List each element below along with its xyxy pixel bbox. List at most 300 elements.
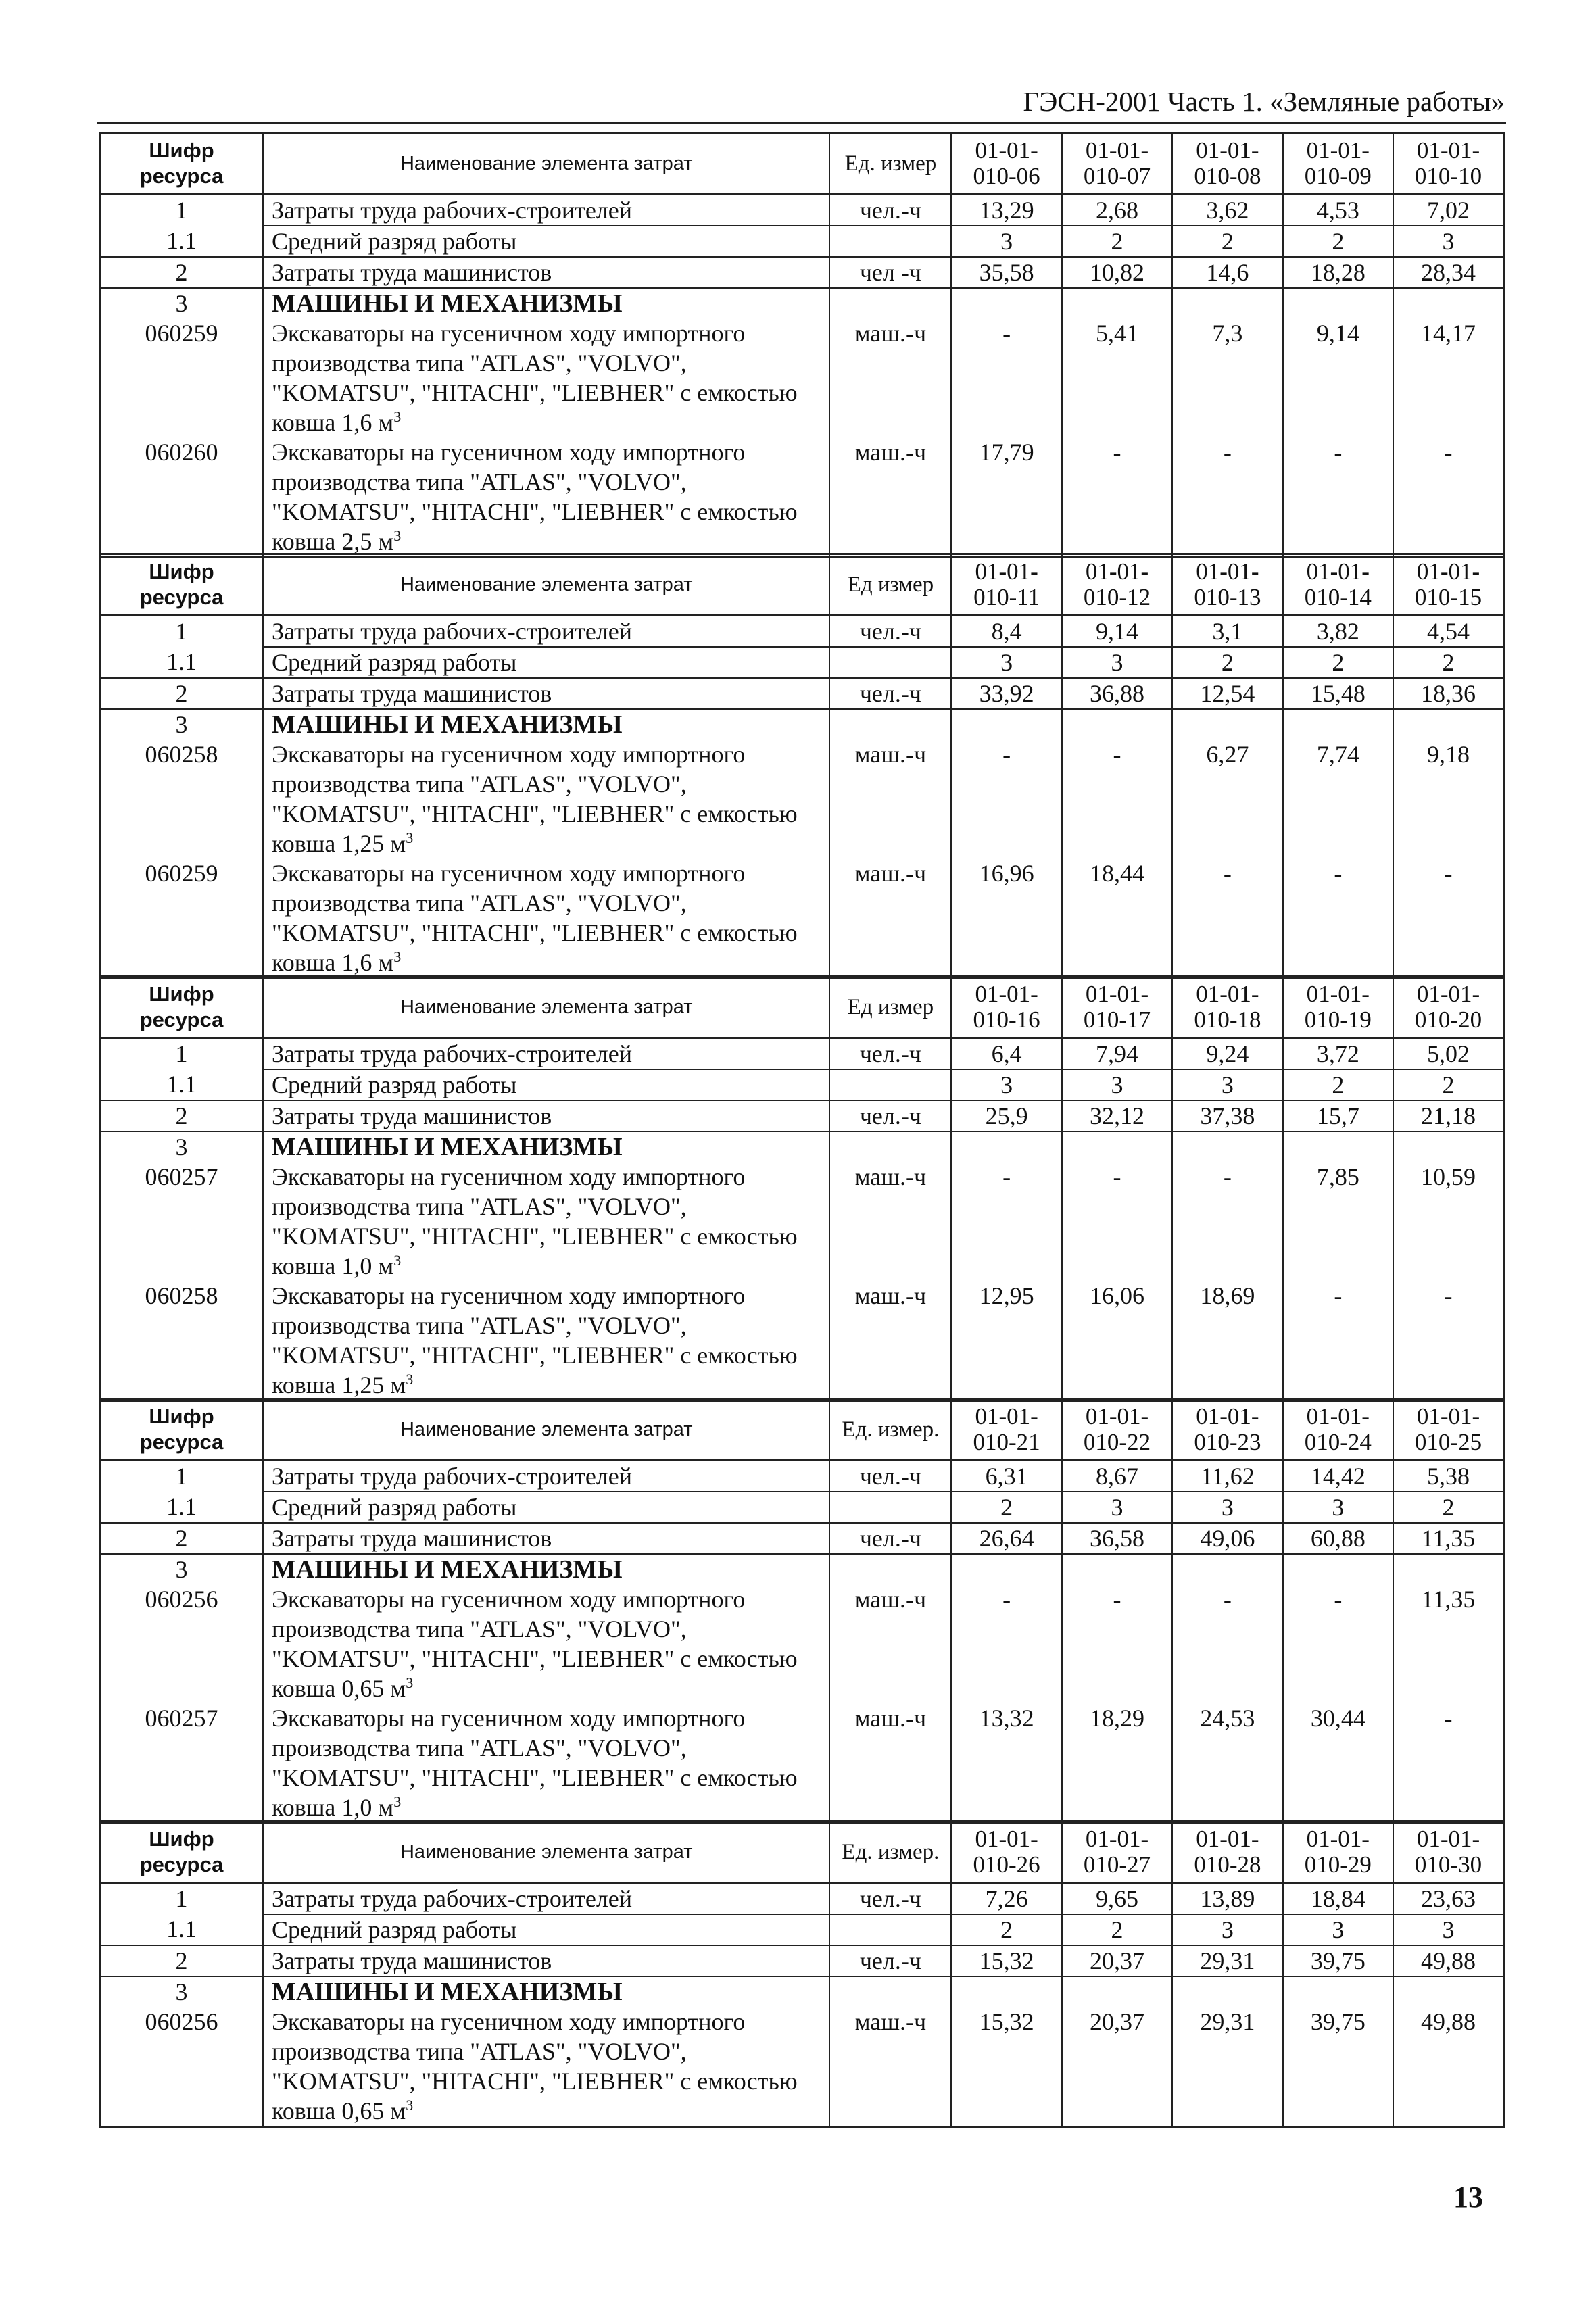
norm-value: 3 — [1062, 1069, 1172, 1100]
table-row — [100, 678, 1504, 709]
norm-value — [1283, 1131, 1393, 1162]
norm-value: 3 — [1062, 1492, 1172, 1523]
norm-value — [1062, 288, 1172, 318]
table-header-row — [100, 1399, 1504, 1461]
resource-table-block — [99, 1820, 1505, 2128]
norm-value: 14,17 — [1393, 318, 1503, 437]
table-row — [100, 1703, 1504, 1824]
cost-element-name: Экскаваторы на гусеничном ходу импортного производства типа "ATLAS", "VOLVO", "KOMATSU", "HITACHI", "LIEBHER" с емкостью ковша 0,65 $м^3$ — [263, 1584, 829, 1703]
unit-value: маш.-ч — [829, 2007, 951, 2127]
norm-value: - — [951, 739, 1061, 858]
unit-value: чел.-ч — [829, 616, 951, 648]
norm-value: - — [1062, 437, 1172, 558]
norm-value: 39,75 — [1283, 2007, 1393, 2127]
header-norm-code: 01-01- 010-28 — [1172, 1822, 1282, 1883]
header-norm-code: 01-01- 010-12 — [1062, 554, 1172, 616]
norm-value: 9,18 — [1393, 739, 1503, 858]
page-number: 13 — [1453, 2180, 1483, 2214]
norm-value: 11,35 — [1393, 1584, 1503, 1703]
table-row — [100, 1945, 1504, 1976]
norm-value — [1283, 1976, 1393, 2007]
norm-value — [951, 1554, 1061, 1584]
norm-value: 5,41 — [1062, 318, 1172, 437]
unit-value — [829, 647, 951, 678]
norm-value: 2 — [1283, 647, 1393, 678]
resource-code: 2 — [100, 1100, 264, 1131]
resource-table — [99, 975, 1505, 1402]
section-title: МАШИНЫ И МЕХАНИЗМЫ — [263, 1976, 829, 2007]
norm-value — [1062, 1554, 1172, 1584]
header-norm-code: 01-01- 010-30 — [1393, 1822, 1503, 1883]
cost-element-name: Затраты труда машинистов — [263, 1945, 829, 1976]
resource-table — [99, 132, 1505, 558]
norm-value: 11,62 — [1172, 1461, 1282, 1492]
table-row — [100, 1461, 1504, 1492]
norm-value: 13,32 — [951, 1703, 1061, 1824]
header-unit: Ед измер — [829, 554, 951, 616]
norm-value: - — [1172, 1584, 1282, 1703]
table-row — [100, 1554, 1504, 1584]
norm-value: - — [1393, 1281, 1503, 1401]
norm-value — [951, 709, 1061, 739]
table-row — [100, 318, 1504, 437]
resource-code: 3 — [100, 288, 264, 318]
unit-value — [829, 1976, 951, 2007]
resource-code: 2 — [100, 1945, 264, 1976]
unit-value: чел.-ч — [829, 1100, 951, 1131]
resource-table-block — [99, 975, 1505, 1402]
norm-value: - — [1283, 858, 1393, 979]
norm-value: - — [1283, 437, 1393, 558]
norm-value — [1393, 1976, 1503, 2007]
norm-value: 10,59 — [1393, 1162, 1503, 1281]
norm-value: 3,82 — [1283, 616, 1393, 648]
unit-value — [829, 709, 951, 739]
unit-value: чел.-ч — [829, 1461, 951, 1492]
header-code: Шифр ресурса — [100, 133, 264, 195]
resource-table-block — [99, 132, 1505, 558]
header-norm-code: 01-01- 010-11 — [951, 554, 1061, 616]
section-title: МАШИНЫ И МЕХАНИЗМЫ — [263, 288, 829, 318]
header-norm-code: 01-01- 010-21 — [951, 1399, 1061, 1461]
cost-element-name: Экскаваторы на гусеничном ходу импортного производства типа "ATLAS", "VOLVO", "KOMATSU", "HITACHI", "LIEBHER" с емкостью ковша 1,6 $м^3$ — [263, 318, 829, 437]
cost-element-name: Средний разряд работы — [263, 226, 829, 257]
resource-code: 060258 — [100, 1281, 264, 1401]
norm-value — [1393, 1131, 1503, 1162]
resource-table — [99, 553, 1505, 979]
unit-value: чел.-ч — [829, 1523, 951, 1554]
resource-code: 1.1 — [100, 1914, 264, 1945]
header-name: Наименование элемента затрат — [263, 977, 829, 1038]
header-name: Наименование элемента затрат — [263, 1399, 829, 1461]
table-row — [100, 1492, 1504, 1523]
norm-value: 35,58 — [951, 257, 1061, 288]
norm-value: 3 — [1172, 1914, 1282, 1945]
unit-value: маш.-ч — [829, 1584, 951, 1703]
norm-value: 28,34 — [1393, 257, 1503, 288]
norm-value: 36,58 — [1062, 1523, 1172, 1554]
resource-code: 1 — [100, 195, 264, 226]
table-row — [100, 647, 1504, 678]
norm-value: 2 — [951, 1914, 1061, 1945]
norm-value — [1172, 1976, 1282, 2007]
cost-element-name: Затраты труда рабочих-строителей — [263, 616, 829, 648]
resource-code: 3 — [100, 1131, 264, 1162]
norm-value: 24,53 — [1172, 1703, 1282, 1824]
norm-value: 3 — [951, 647, 1061, 678]
header-norm-code: 01-01- 010-18 — [1172, 977, 1282, 1038]
norm-value: 25,9 — [951, 1100, 1061, 1131]
norm-value: - — [951, 1584, 1061, 1703]
resource-table-block — [99, 1398, 1505, 1824]
resource-code: 060257 — [100, 1703, 264, 1824]
table-row — [100, 1100, 1504, 1131]
norm-value: 12,54 — [1172, 678, 1282, 709]
norm-value: 7,02 — [1393, 195, 1503, 226]
header-name: Наименование элемента затрат — [263, 554, 829, 616]
resource-code: 1.1 — [100, 1069, 264, 1100]
table-row — [100, 1131, 1504, 1162]
norm-value — [1172, 709, 1282, 739]
cost-element-name: Экскаваторы на гусеничном ходу импортного производства типа "ATLAS", "VOLVO", "KOMATSU", "HITACHI", "LIEBHER" с емкостью ковша 2,5 $м^3$ — [263, 437, 829, 558]
norm-value: 39,75 — [1283, 1945, 1393, 1976]
header-norm-code: 01-01- 010-20 — [1393, 977, 1503, 1038]
norm-value: 2 — [1283, 226, 1393, 257]
norm-value: - — [1393, 1703, 1503, 1824]
norm-value: - — [1283, 1281, 1393, 1401]
header-code: Шифр ресурса — [100, 1399, 264, 1461]
norm-value: 8,4 — [951, 616, 1061, 648]
norm-value: 3 — [951, 226, 1061, 257]
resource-code: 3 — [100, 709, 264, 739]
table-row — [100, 1883, 1504, 1915]
table-row — [100, 858, 1504, 979]
norm-value: 60,88 — [1283, 1523, 1393, 1554]
unit-value: чел.-ч — [829, 678, 951, 709]
unit-value — [829, 226, 951, 257]
resource-code: 060256 — [100, 1584, 264, 1703]
unit-value — [829, 288, 951, 318]
cost-element-name: Затраты труда машинистов — [263, 1523, 829, 1554]
cost-element-name: Средний разряд работы — [263, 1914, 829, 1945]
norm-value: 3 — [1172, 1069, 1282, 1100]
norm-value: 12,95 — [951, 1281, 1061, 1401]
section-title: МАШИНЫ И МЕХАНИЗМЫ — [263, 1554, 829, 1584]
norm-value: 9,14 — [1283, 318, 1393, 437]
norm-value: - — [1283, 1584, 1393, 1703]
norm-value — [1393, 288, 1503, 318]
norm-value — [1283, 1554, 1393, 1584]
header-norm-code: 01-01- 010-25 — [1393, 1399, 1503, 1461]
unit-value: чел.-ч — [829, 1038, 951, 1070]
norm-value: 3 — [1393, 226, 1503, 257]
norm-value: 2 — [1393, 1069, 1503, 1100]
norm-value: 37,38 — [1172, 1100, 1282, 1131]
table-row — [100, 288, 1504, 318]
norm-value — [951, 1131, 1061, 1162]
norm-value: - — [1172, 1162, 1282, 1281]
norm-value: 49,88 — [1393, 1945, 1503, 1976]
cost-element-name: Экскаваторы на гусеничном ходу импортного производства типа "ATLAS", "VOLVO", "KOMATSU", "HITACHI", "LIEBHER" с емкостью ковша 1,25 $м^3$ — [263, 739, 829, 858]
norm-value: 5,02 — [1393, 1038, 1503, 1070]
norm-value: 14,42 — [1283, 1461, 1393, 1492]
header-norm-code: 01-01- 010-19 — [1283, 977, 1393, 1038]
header-code: Шифр ресурса — [100, 554, 264, 616]
norm-value: 16,06 — [1062, 1281, 1172, 1401]
resource-code: 060257 — [100, 1162, 264, 1281]
norm-value: 4,54 — [1393, 616, 1503, 648]
cost-element-name: Затраты труда машинистов — [263, 678, 829, 709]
norm-value: 29,31 — [1172, 1945, 1282, 1976]
cost-element-name: Средний разряд работы — [263, 1069, 829, 1100]
norm-value — [1393, 1554, 1503, 1584]
norm-value: - — [1172, 858, 1282, 979]
table-header-row — [100, 1822, 1504, 1883]
resource-code: 2 — [100, 257, 264, 288]
header-name: Наименование элемента затрат — [263, 133, 829, 195]
unit-value — [829, 1069, 951, 1100]
norm-value — [1283, 709, 1393, 739]
table-row — [100, 257, 1504, 288]
cost-element-name: Затраты труда рабочих-строителей — [263, 1461, 829, 1492]
unit-value: маш.-ч — [829, 1703, 951, 1824]
header-norm-code: 01-01- 010-13 — [1172, 554, 1282, 616]
norm-value: - — [1172, 437, 1282, 558]
unit-value: чел.-ч — [829, 195, 951, 226]
header-rule — [97, 122, 1506, 124]
norm-value — [1172, 1554, 1282, 1584]
table-header-row — [100, 977, 1504, 1038]
norm-value — [1172, 288, 1282, 318]
norm-value: 30,44 — [1283, 1703, 1393, 1824]
cost-element-name: Затраты труда рабочих-строителей — [263, 1038, 829, 1070]
section-title: МАШИНЫ И МЕХАНИЗМЫ — [263, 709, 829, 739]
norm-value: 6,31 — [951, 1461, 1061, 1492]
header-norm-code: 01-01- 010-07 — [1062, 133, 1172, 195]
resource-code: 060260 — [100, 437, 264, 558]
resource-code: 2 — [100, 678, 264, 709]
norm-value: 49,06 — [1172, 1523, 1282, 1554]
norm-value: 7,26 — [951, 1883, 1061, 1915]
norm-value: 32,12 — [1062, 1100, 1172, 1131]
resource-code: 1.1 — [100, 1492, 264, 1523]
norm-value: - — [951, 1162, 1061, 1281]
resource-code: 2 — [100, 1523, 264, 1554]
unit-value: маш.-ч — [829, 1162, 951, 1281]
unit-value — [829, 1131, 951, 1162]
cost-element-name: Средний разряд работы — [263, 647, 829, 678]
unit-value: чел.-ч — [829, 1945, 951, 1976]
norm-value: - — [1062, 739, 1172, 858]
cost-element-name: Затраты труда машинистов — [263, 1100, 829, 1131]
norm-value — [1172, 1131, 1282, 1162]
norm-value: 2 — [1172, 226, 1282, 257]
header-norm-code: 01-01- 010-15 — [1393, 554, 1503, 616]
header-norm-code: 01-01- 010-29 — [1283, 1822, 1393, 1883]
norm-value: 3 — [951, 1069, 1061, 1100]
norm-value: 13,89 — [1172, 1883, 1282, 1915]
unit-value: чел.-ч — [829, 1883, 951, 1915]
unit-value: чел -ч — [829, 257, 951, 288]
norm-value: 3,1 — [1172, 616, 1282, 648]
resource-table-block — [99, 553, 1505, 979]
unit-value: маш.-ч — [829, 858, 951, 979]
unit-value: маш.-ч — [829, 739, 951, 858]
norm-value: 9,65 — [1062, 1883, 1172, 1915]
norm-value: 29,31 — [1172, 2007, 1282, 2127]
header-norm-code: 01-01- 010-09 — [1283, 133, 1393, 195]
norm-value: 3,62 — [1172, 195, 1282, 226]
resource-code: 060256 — [100, 2007, 264, 2127]
table-row — [100, 1038, 1504, 1070]
table-row — [100, 616, 1504, 648]
resource-table — [99, 1820, 1505, 2128]
resource-code: 1 — [100, 1038, 264, 1070]
norm-value: 3 — [1062, 647, 1172, 678]
norm-value: 10,82 — [1062, 257, 1172, 288]
cost-element-name: Экскаваторы на гусеничном ходу импортного производства типа "ATLAS", "VOLVO", "KOMATSU", "HITACHI", "LIEBHER" с емкостью ковша 0,65 $м^3$ — [263, 2007, 829, 2127]
unit-value: маш.-ч — [829, 437, 951, 558]
norm-value: 11,35 — [1393, 1523, 1503, 1554]
resource-code: 1 — [100, 1461, 264, 1492]
header-norm-code: 01-01- 010-22 — [1062, 1399, 1172, 1461]
table-header-row — [100, 554, 1504, 616]
header-norm-code: 01-01- 010-14 — [1283, 554, 1393, 616]
norm-value: - — [1393, 437, 1503, 558]
resource-code: 060259 — [100, 858, 264, 979]
section-title: МАШИНЫ И МЕХАНИЗМЫ — [263, 1131, 829, 1162]
table-row — [100, 2007, 1504, 2127]
norm-value: 14,6 — [1172, 257, 1282, 288]
table-row — [100, 1069, 1504, 1100]
norm-value: 2 — [1283, 1069, 1393, 1100]
header-unit: Ед. измер. — [829, 1399, 951, 1461]
norm-value: 2 — [1062, 226, 1172, 257]
table-row — [100, 1976, 1504, 2007]
resource-code: 1 — [100, 616, 264, 648]
norm-value: 8,67 — [1062, 1461, 1172, 1492]
norm-value — [1062, 1976, 1172, 2007]
norm-value: 23,63 — [1393, 1883, 1503, 1915]
header-code: Шифр ресурса — [100, 977, 264, 1038]
resource-code: 1.1 — [100, 647, 264, 678]
resource-code: 1.1 — [100, 226, 264, 257]
norm-value: 3,72 — [1283, 1038, 1393, 1070]
norm-value: 5,38 — [1393, 1461, 1503, 1492]
unit-value: маш.-ч — [829, 1281, 951, 1401]
norm-value: 7,74 — [1283, 739, 1393, 858]
resource-code: 3 — [100, 1554, 264, 1584]
header-norm-code: 01-01- 010-26 — [951, 1822, 1061, 1883]
table-row — [100, 195, 1504, 226]
header-name: Наименование элемента затрат — [263, 1822, 829, 1883]
resource-code: 060259 — [100, 318, 264, 437]
cost-element-name: Затраты труда машинистов — [263, 257, 829, 288]
header-unit: Ед. измер. — [829, 1822, 951, 1883]
cost-element-name: Экскаваторы на гусеничном ходу импортного производства типа "ATLAS", "VOLVO", "KOMATSU", "HITACHI", "LIEBHER" с емкостью ковша 1,0 $м^3$ — [263, 1162, 829, 1281]
table-row — [100, 739, 1504, 858]
header-unit: Ед измер — [829, 977, 951, 1038]
header-norm-code: 01-01- 010-17 — [1062, 977, 1172, 1038]
norm-value: 6,4 — [951, 1038, 1061, 1070]
norm-value — [1283, 288, 1393, 318]
norm-value — [951, 1976, 1061, 2007]
norm-value: 6,27 — [1172, 739, 1282, 858]
cost-element-name: Средний разряд работы — [263, 1492, 829, 1523]
cost-element-name: Затраты труда рабочих-строителей — [263, 195, 829, 226]
norm-value: 3 — [1393, 1914, 1503, 1945]
norm-value: 18,36 — [1393, 678, 1503, 709]
table-row — [100, 226, 1504, 257]
norm-value: 7,3 — [1172, 318, 1282, 437]
norm-value: 4,53 — [1283, 195, 1393, 226]
norm-value: 2,68 — [1062, 195, 1172, 226]
norm-value: 2 — [951, 1492, 1061, 1523]
norm-value: 36,88 — [1062, 678, 1172, 709]
norm-value: 7,94 — [1062, 1038, 1172, 1070]
header-unit: Ед. измер — [829, 133, 951, 195]
norm-value: - — [1393, 858, 1503, 979]
header-norm-code: 01-01- 010-16 — [951, 977, 1061, 1038]
cost-element-name: Экскаваторы на гусеничном ходу импортного производства типа "ATLAS", "VOLVO", "KOMATSU", "HITACHI", "LIEBHER" с емкостью ковша 1,6 $м^3$ — [263, 858, 829, 979]
norm-value: 3 — [1283, 1492, 1393, 1523]
norm-value: 26,64 — [951, 1523, 1061, 1554]
norm-value — [1062, 1131, 1172, 1162]
norm-value: 3 — [1172, 1492, 1282, 1523]
norm-value: 18,69 — [1172, 1281, 1282, 1401]
norm-value — [1393, 709, 1503, 739]
norm-value: 16,96 — [951, 858, 1061, 979]
norm-value: 7,85 — [1283, 1162, 1393, 1281]
resource-code: 060258 — [100, 739, 264, 858]
norm-value: 2 — [1393, 1492, 1503, 1523]
page-header: ГЭСН-2001 Часть 1. «Земляные работы» — [1023, 86, 1505, 117]
norm-value: 15,32 — [951, 2007, 1061, 2127]
table-row — [100, 1584, 1504, 1703]
norm-value: 33,92 — [951, 678, 1061, 709]
header-norm-code: 01-01- 010-10 — [1393, 133, 1503, 195]
header-norm-code: 01-01- 010-23 — [1172, 1399, 1282, 1461]
cost-element-name: Экскаваторы на гусеничном ходу импортного производства типа "ATLAS", "VOLVO", "KOMATSU", "HITACHI", "LIEBHER" с емкостью ковша 1,0 $м^3$ — [263, 1703, 829, 1824]
unit-value: маш.-ч — [829, 318, 951, 437]
table-row — [100, 1914, 1504, 1945]
norm-value: 3 — [1283, 1914, 1393, 1945]
norm-value: 2 — [1393, 647, 1503, 678]
unit-value — [829, 1554, 951, 1584]
norm-value: 9,14 — [1062, 616, 1172, 648]
table-row — [100, 1162, 1504, 1281]
norm-value: 49,88 — [1393, 2007, 1503, 2127]
header-norm-code: 01-01- 010-08 — [1172, 133, 1282, 195]
norm-value: 15,32 — [951, 1945, 1061, 1976]
header-code: Шифр ресурса — [100, 1822, 264, 1883]
norm-value: 13,29 — [951, 195, 1061, 226]
norm-value: 15,7 — [1283, 1100, 1393, 1131]
norm-value: 2 — [1172, 647, 1282, 678]
norm-value: 9,24 — [1172, 1038, 1282, 1070]
cost-element-name: Экскаваторы на гусеничном ходу импортного производства типа "ATLAS", "VOLVO", "KOMATSU", "HITACHI", "LIEBHER" с емкостью ковша 1,25 $м^3$ — [263, 1281, 829, 1401]
norm-value: - — [1062, 1162, 1172, 1281]
resource-code: 1 — [100, 1883, 264, 1915]
unit-value — [829, 1914, 951, 1945]
norm-value — [951, 288, 1061, 318]
norm-value: - — [1062, 1584, 1172, 1703]
table-row — [100, 1523, 1504, 1554]
table-row — [100, 709, 1504, 739]
norm-value: 18,28 — [1283, 257, 1393, 288]
resource-table — [99, 1398, 1505, 1824]
norm-value: 20,37 — [1062, 1945, 1172, 1976]
